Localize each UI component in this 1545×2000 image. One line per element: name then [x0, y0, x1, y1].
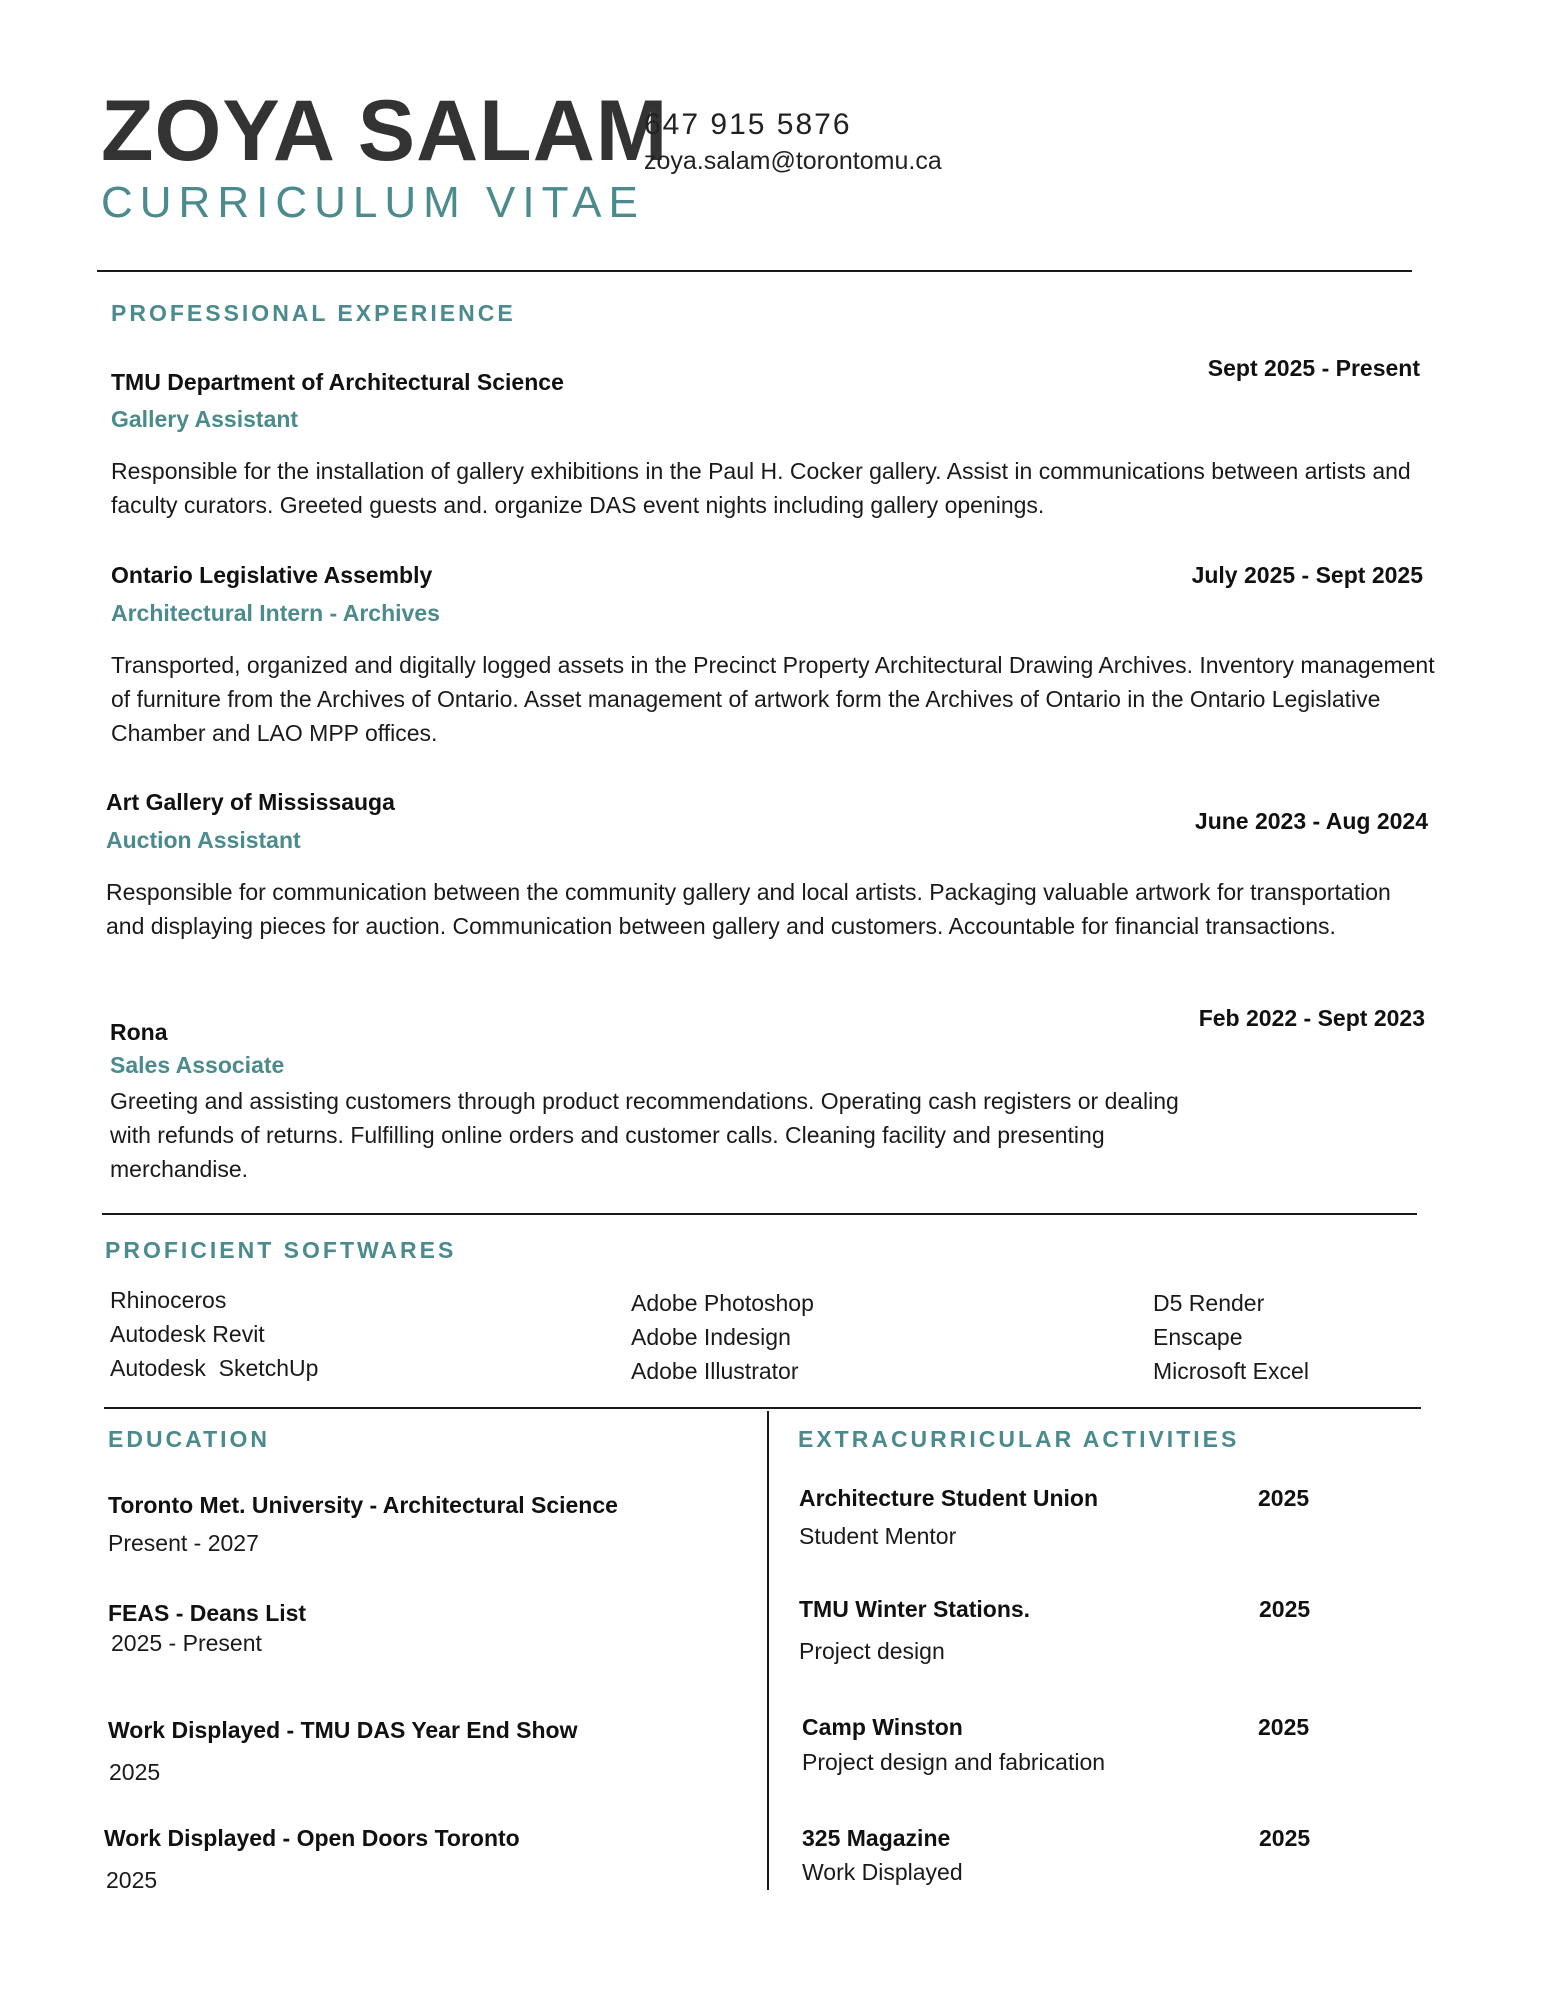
job-role: Architectural Intern - Archives: [111, 600, 440, 626]
activity-title: Architecture Student Union: [799, 1485, 1099, 1511]
job-date: Sept 2025 - Present: [1207, 355, 1420, 381]
education-item-detail: 2025: [106, 1867, 158, 1893]
divider: [97, 270, 1412, 272]
job-organization: Ontario Legislative Assembly: [111, 562, 433, 588]
software-item: Adobe Photoshop: [631, 1290, 814, 1316]
education-item-title: Work Displayed - TMU DAS Year End Show: [108, 1717, 578, 1743]
job-organization: Rona: [110, 1019, 168, 1045]
software-item: Autodesk Revit: [110, 1321, 265, 1347]
job-description: Transported, organized and digitally logged assets in the Precinct Property Architectural Drawing Archives. Inventory management of furniture from the Archives of Ontario. Asset management of artwork form the Archives of Ontario in the Ontario Legislative Chamber and LAO MPP offices.: [111, 652, 1435, 746]
software-item: Enscape: [1153, 1324, 1243, 1350]
extracurricular-section-title: EXTRACURRICULAR ACTIVITIES: [798, 1426, 1240, 1452]
activity-title: 325 Magazine: [802, 1825, 951, 1851]
document-subtitle: CURRICULUM VITAE: [101, 178, 645, 227]
activity-title: Camp Winston: [802, 1714, 963, 1740]
experience-section-title: PROFESSIONAL EXPERIENCE: [111, 300, 516, 326]
job-description: Responsible for the installation of gallery exhibitions in the Paul H. Cocker gallery. Assist in communications between artists and faculty curators. Greeted guests and. organize DAS event nights including gallery openings.: [111, 458, 1411, 518]
job-role: Auction Assistant: [106, 827, 301, 853]
education-item-detail: 2025 - Present: [111, 1630, 262, 1656]
divider: [104, 1407, 1421, 1409]
job-date: June 2023 - Aug 2024: [1194, 808, 1428, 834]
divider: [102, 1213, 1417, 1215]
software-column: [110, 1283, 318, 1385]
software-section-title: PROFICIENT SOFTWARES: [105, 1237, 457, 1263]
education-item-detail: 2025: [109, 1759, 161, 1785]
activity-detail: Work Displayed: [802, 1859, 963, 1885]
job-date: Feb 2022 - Sept 2023: [1198, 1005, 1425, 1031]
education-item-title: Toronto Met. University - Architectural Science: [108, 1492, 618, 1518]
job-date: July 2025 - Sept 2025: [1191, 562, 1423, 588]
education-item-detail: Present - 2027: [108, 1530, 259, 1556]
job-role: Sales Associate: [110, 1052, 285, 1078]
activity-year: 2025: [1258, 1485, 1310, 1511]
software-column: [631, 1286, 814, 1388]
activity-year: 2025: [1258, 1714, 1310, 1740]
column-divider: [767, 1411, 769, 1890]
activity-detail: Project design: [799, 1638, 945, 1664]
education-item-title: FEAS - Deans List: [108, 1600, 307, 1626]
education-item-title: Work Displayed - Open Doors Toronto: [104, 1825, 520, 1851]
software-item: Adobe Illustrator: [631, 1358, 799, 1384]
candidate-name: ZOYA SALAM: [101, 83, 669, 179]
job-organization: TMU Department of Architectural Science: [111, 369, 564, 395]
activity-year: 2025: [1259, 1596, 1311, 1622]
job-description: Greeting and assisting customers through product recommendations. Operating cash registers or dealing with refunds of returns. Fulfilling online orders and customer calls. Cleaning facility and presenting merchandise.: [110, 1088, 1179, 1182]
phone-number: 647 915 5876: [644, 108, 852, 141]
software-column: [1153, 1286, 1309, 1388]
job-role: Gallery Assistant: [111, 406, 299, 432]
education-section-title: EDUCATION: [108, 1426, 271, 1452]
software-item: Adobe Indesign: [631, 1324, 791, 1350]
job-organization: Art Gallery of Mississauga: [106, 789, 395, 815]
activity-year: 2025: [1259, 1825, 1311, 1851]
software-item: D5 Render: [1153, 1290, 1265, 1316]
software-item: Autodesk SketchUp: [110, 1355, 319, 1381]
activity-detail: Student Mentor: [799, 1523, 957, 1549]
activity-title: TMU Winter Stations.: [799, 1596, 1031, 1622]
software-item: Rhinoceros: [110, 1287, 227, 1313]
email-address: zoya.salam@torontomu.ca: [644, 147, 942, 175]
activity-detail: Project design and fabrication: [802, 1749, 1106, 1775]
job-description: Responsible for communication between the community gallery and local artists. Packaging valuable artwork for transportation and displaying pieces for auction. Communication between gallery and customers. Accountable for financial transactions.: [106, 879, 1391, 939]
software-item: Microsoft Excel: [1153, 1358, 1309, 1384]
